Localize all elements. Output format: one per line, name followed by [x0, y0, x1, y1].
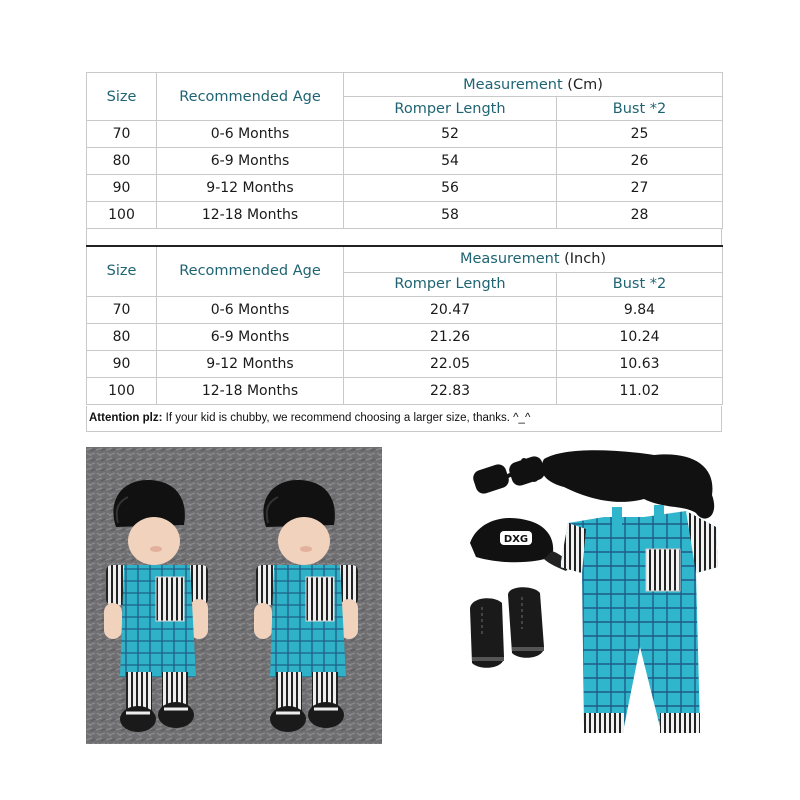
age-cell: 12-18 Months	[157, 377, 344, 404]
romper-length-header: Romper Length	[344, 97, 557, 121]
size-cell: 100	[87, 202, 157, 229]
bust-header: Bust *2	[557, 272, 723, 296]
size-cell: 70	[87, 121, 157, 148]
table-row	[87, 121, 723, 148]
length-cell: 58	[344, 202, 557, 229]
attention-note	[86, 406, 722, 432]
table-row	[87, 350, 723, 377]
table-row	[87, 296, 723, 323]
age-cell: 9-12 Months	[157, 175, 344, 202]
length-cell: 52	[344, 121, 557, 148]
age-cell: 6-9 Months	[157, 323, 344, 350]
age-cell: 0-6 Months	[157, 296, 344, 323]
bust-cell: 26	[557, 148, 723, 175]
unit-label: (Cm)	[567, 76, 603, 93]
age-cell: 0-6 Months	[157, 121, 344, 148]
table-row	[87, 377, 723, 404]
attention-label: Attention plz:	[89, 412, 163, 424]
table-row	[87, 202, 723, 229]
table-spacer	[86, 228, 722, 245]
measurement-header: Measurement (Inch)	[344, 246, 723, 272]
baby-photo	[86, 447, 382, 744]
flatlay-photo	[464, 447, 722, 737]
age-header: Recommended Age	[157, 73, 344, 121]
unit-label: (Inch)	[564, 251, 607, 268]
age-cell: 12-18 Months	[157, 202, 344, 229]
size-cell: 100	[87, 377, 157, 404]
table-row	[87, 148, 723, 175]
bust-cell: 28	[557, 202, 723, 229]
size-chart-inch	[86, 245, 723, 405]
table-row	[87, 323, 723, 350]
length-cell: 56	[344, 175, 557, 202]
bust-cell: 27	[557, 175, 723, 202]
age-header: Recommended Age	[157, 246, 344, 296]
length-cell: 20.47	[344, 296, 557, 323]
length-cell: 21.26	[344, 323, 557, 350]
bust-cell: 11.02	[557, 377, 723, 404]
size-cell: 80	[87, 323, 157, 350]
bust-cell: 10.24	[557, 323, 723, 350]
size-cell: 80	[87, 148, 157, 175]
table-row	[87, 175, 723, 202]
bust-cell: 25	[557, 121, 723, 148]
size-cell: 70	[87, 296, 157, 323]
bust-header: Bust *2	[557, 97, 723, 121]
attention-text: If your kid is chubby, we recommend choosing a larger size, thanks. ^_^	[162, 412, 531, 424]
measurement-header: Measurement (Cm)	[344, 73, 723, 97]
length-cell: 54	[344, 148, 557, 175]
size-chart-cm	[86, 72, 723, 229]
cap-logo: DXG	[503, 534, 529, 545]
romper-length-header: Romper Length	[344, 272, 557, 296]
size-cell: 90	[87, 350, 157, 377]
length-cell: 22.83	[344, 377, 557, 404]
age-cell: 9-12 Months	[157, 350, 344, 377]
bust-cell: 9.84	[557, 296, 723, 323]
length-cell: 22.05	[344, 350, 557, 377]
size-header: Size	[87, 73, 157, 121]
size-header: Size	[87, 246, 157, 296]
bust-cell: 10.63	[557, 350, 723, 377]
size-cell: 90	[87, 175, 157, 202]
age-cell: 6-9 Months	[157, 148, 344, 175]
